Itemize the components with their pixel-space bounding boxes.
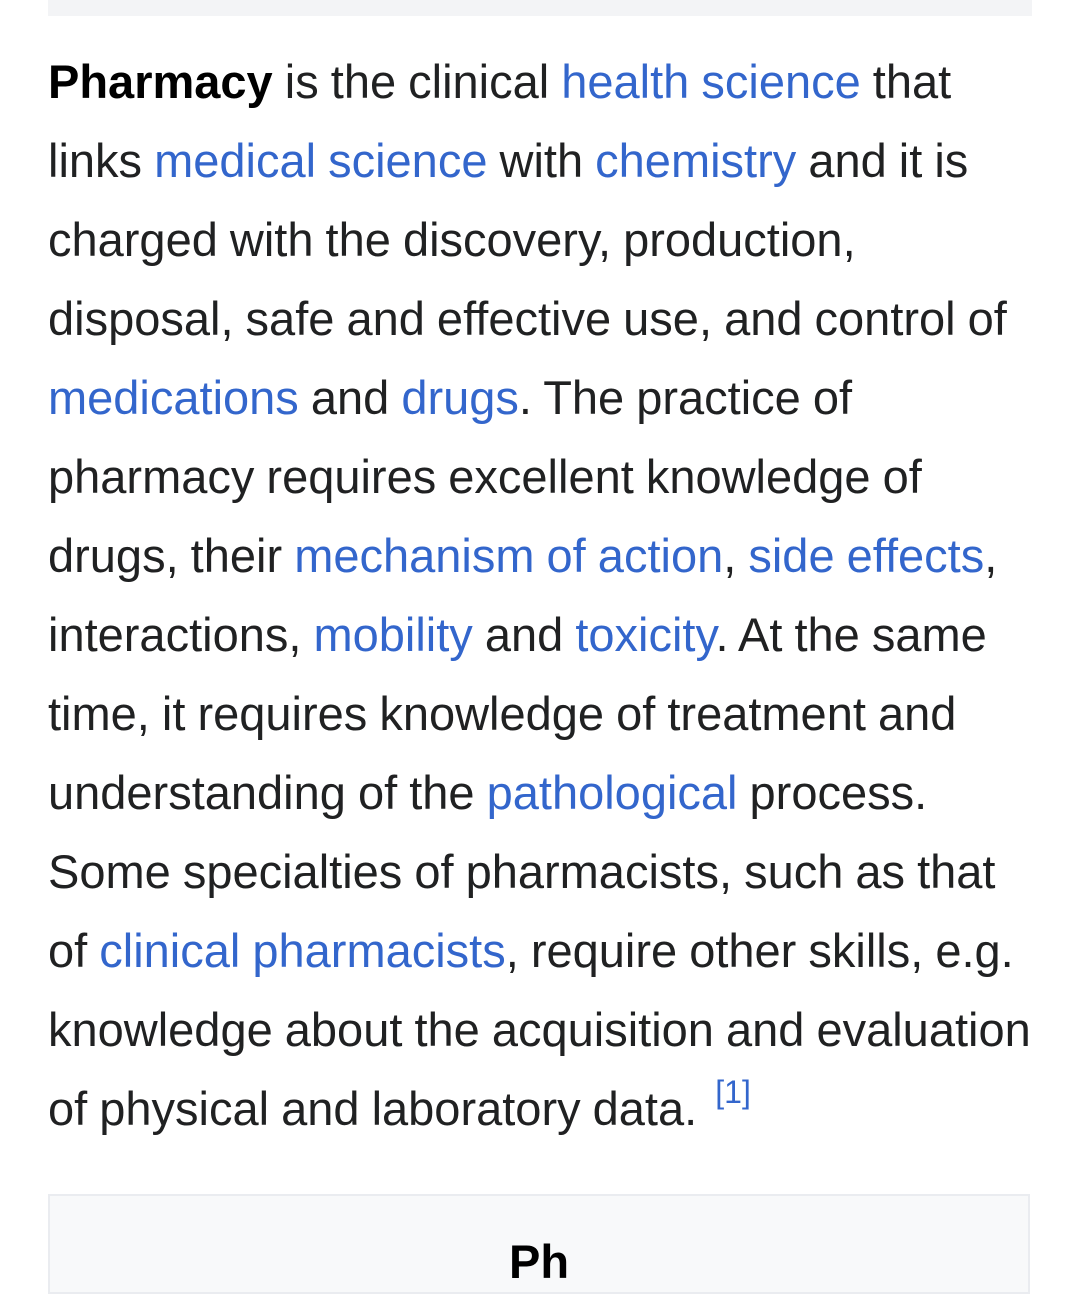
- infobox: [48, 1194, 1030, 1294]
- paragraph-text: . At the same time, it requires knowledge of treatment and understanding of the: [48, 608, 987, 819]
- top-box-edge: [48, 0, 1032, 16]
- link-toxicity[interactable]: toxicity: [575, 608, 716, 661]
- paragraph-text: , require other skills, e.g. knowledge about the acquisition and evaluation of physical and laboratory data.: [48, 924, 1031, 1135]
- link-medical-science[interactable]: medical science: [154, 134, 488, 187]
- reference-link[interactable]: [1]: [715, 1074, 751, 1110]
- article-term: Pharmacy: [48, 55, 273, 108]
- paragraph-text: with: [487, 134, 596, 187]
- paragraph-text: and: [298, 371, 402, 424]
- link-chemistry[interactable]: chemistry: [595, 134, 797, 187]
- link-side-effects[interactable]: side effects: [748, 529, 985, 582]
- paragraph-text: ,: [723, 529, 749, 582]
- paragraph-text: and it is charged with the discovery, production, disposal, safe and effective use, and control of: [48, 134, 1007, 345]
- paragraph-text: and: [472, 608, 576, 661]
- paragraph-text: that links: [48, 55, 952, 187]
- link-drugs[interactable]: drugs: [401, 371, 519, 424]
- link-clinical-pharmacists[interactable]: clinical pharmacists: [99, 924, 506, 977]
- link-mobility[interactable]: mobility: [313, 608, 473, 661]
- link-pathological[interactable]: pathological: [486, 766, 738, 819]
- paragraph-text: process. Some specialties of pharmacists, such as that of: [48, 766, 996, 977]
- link-medications[interactable]: medications: [48, 371, 299, 424]
- paragraph-text: is the clinical: [272, 55, 562, 108]
- paragraph-text: . The practice of pharmacy requires excellent knowledge of drugs, their: [48, 371, 922, 582]
- article-paragraph: [48, 42, 1038, 1148]
- paragraph-text: , interactions,: [48, 529, 998, 661]
- link-health-science[interactable]: health science: [561, 55, 861, 108]
- infobox-title: Ph: [508, 1235, 570, 1288]
- link-mechanism-of-action[interactable]: mechanism of action: [294, 529, 724, 582]
